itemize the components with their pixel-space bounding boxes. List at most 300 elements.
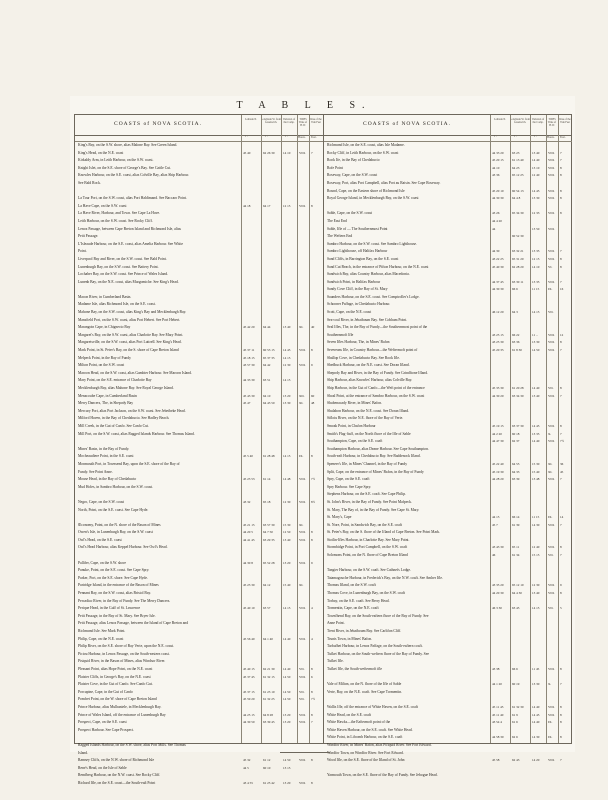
cell-lat: 44 4 20 [492, 218, 502, 223]
cell-var: 15 40 [283, 583, 291, 588]
cell-lon: 66 22 [512, 332, 520, 337]
left-rows [75, 142, 323, 787]
cell-lat: 44 30 20 [492, 393, 504, 398]
table-row [75, 560, 323, 568]
cell-var: 14 48 [283, 477, 291, 482]
cell-tide: VIII. [548, 758, 555, 763]
cell-place: Prince of Wales Island, off the entrance of Lunenburgh Bay [78, 712, 166, 717]
cell-lat: 45 23 30 [243, 583, 255, 588]
table-row [75, 301, 323, 309]
cell-place: Sable, Cape, on the S.W. coast [327, 211, 373, 216]
cell-rise: 8 [311, 666, 313, 671]
cell-tide: VIII. [299, 560, 306, 565]
cell-var: 14 50 [283, 697, 291, 702]
cell-lon: 63 36 [512, 340, 520, 345]
table-row [75, 362, 323, 370]
cell-rise: 8 [560, 712, 562, 717]
cell-lon: 64 33 [512, 469, 520, 474]
cell-place: Tufket Ifle, the South-weftermoft ifle [327, 666, 383, 671]
cell-tide: VIII. [299, 537, 306, 542]
cell-place: Lunenburgh Bay, on the S.W. coast. See Battery Point. [78, 264, 159, 269]
cell-lon: 64 8 28 [263, 712, 273, 717]
cell-var: 14 15 [283, 378, 291, 383]
cell-lon: 64 3 [512, 310, 518, 315]
table-row [324, 757, 572, 765]
cell-place: Margaret's Bay, on the S.W. coast, alias Charlotte Bay. See Mary Point. [78, 332, 184, 337]
cell-rise: 7 [560, 348, 562, 353]
cell-lat: 45 43 30 [243, 393, 255, 398]
cell-place: Rook Ife, in the Bay of Chedabucto [327, 158, 380, 163]
table-row [75, 347, 323, 355]
cell-place: Liverpool Bay and River, on the S.W. coast. See Bald Point. [78, 256, 167, 261]
table-row [324, 157, 572, 165]
cell-place: Knight Islet, on the S.E. shore of George's Bay. See Cattle Cut. [78, 165, 171, 170]
cell-var: 13 30 [532, 340, 540, 345]
cell-rise: 9 [560, 583, 562, 588]
table-row [324, 643, 572, 651]
cell-var: 14 30 [532, 735, 540, 740]
cell-rise: 8 [560, 340, 562, 345]
cell-lat: 44 58 30 [492, 735, 504, 740]
cell-tide: VIII. [299, 780, 306, 785]
table-row [324, 674, 572, 682]
cell-tide: VIII. [299, 150, 306, 155]
cell-rise: 4 [311, 606, 313, 611]
cell-place: Prospect, Cape, on the S.E. coast [78, 720, 127, 725]
cell-tide: VII. [548, 310, 554, 315]
cell-var: 13 20 [283, 560, 291, 565]
cell-var: 12 15 [532, 256, 540, 261]
cell-var: 14 40 [532, 158, 540, 163]
cell-tide: VIII. [548, 704, 555, 709]
cell-rise: 8 [560, 165, 562, 170]
cell-lat: 45 40 15 [243, 666, 255, 671]
table-row [324, 165, 572, 173]
cell-lat: 45 59 20 [243, 697, 255, 702]
cell-lat: 43 57 30 [243, 363, 255, 368]
table-row [75, 765, 323, 773]
cell-lon: 60 19 [512, 682, 520, 687]
cell-var: 11 15 [532, 515, 540, 520]
cell-lat: 45 22 40 [492, 461, 504, 466]
cell-rise: 8 [311, 712, 313, 717]
cell-lat: 45 11 40 [492, 712, 504, 717]
cell-place: Mercury Port, alias Port Jackson, on the S.W. coast. See Jebeibeke Head. [78, 408, 186, 413]
cell-rise: 7½ [311, 477, 316, 482]
cell-place: L'Isleaude Harbour, on the S.E. coast, alias Amelia Harbour. See White [78, 241, 183, 246]
cell-lat: 44 25 15 [243, 712, 255, 717]
cell-rise: 8 [560, 735, 562, 740]
table-row [324, 499, 572, 507]
cell-tide: VIII. [299, 363, 306, 368]
cell-tide: XI. [299, 325, 304, 330]
cell-place: Sandwich Bay, alias Country Harbour, alias Macedonia. [327, 272, 410, 277]
table-row [75, 704, 323, 712]
cell-place: Seal Ifles, The, in the Bay of Fundy—the Southernmost point of the [327, 325, 428, 330]
cell-lat: 45 37 45 [243, 674, 255, 679]
table-row [324, 613, 572, 621]
cell-var: 13 48 [532, 477, 540, 482]
cell-rise: 7 [560, 150, 562, 155]
cell-lat: 43 32 [243, 499, 251, 504]
table-row [75, 453, 323, 461]
cell-place: Owl's Head, on the S.E. coast [78, 537, 122, 542]
cell-place: St. Mary's, Cape [327, 515, 352, 520]
table-row [324, 469, 572, 477]
cell-tide: VIII. [548, 165, 555, 170]
cell-lon: 64 42 [263, 363, 271, 368]
table-row [324, 226, 572, 234]
cell-place: Mecklenburgh Bay, alias Mahone Bay. See Royal George Island. [78, 386, 174, 390]
cell-lat: 45 37 15 [243, 689, 255, 694]
cell-place: Verte, Bay, on the N.E. coaft. See Cape Tormentin. [327, 689, 403, 694]
cell-lon: 65 34 30 [512, 211, 524, 216]
table-row [75, 575, 323, 583]
cell-lon: 65 31 20 [512, 256, 524, 261]
cell-rise: 8 [311, 348, 313, 353]
cell-rise: 7½ [311, 697, 316, 702]
cell-place: Seven Ifles Harbour, The, in Mines' Bafon [327, 340, 390, 345]
cell-rise: 12 [560, 332, 564, 337]
cell-rise: 8 [311, 203, 313, 208]
cell-place: White Head, on the S.E. coaft [327, 712, 372, 717]
cell-lat: 45 56 40 [243, 636, 255, 641]
table-row [324, 279, 572, 287]
cell-place: Tufket Ifle. [327, 659, 344, 664]
lat-units: ° ' [494, 136, 497, 139]
table-row [75, 620, 323, 628]
cell-tide: VIII. [299, 203, 306, 208]
cell-var: 14 50 [283, 689, 291, 694]
table-row [75, 157, 323, 165]
cell-place: Stephens Harbour, on the S.E. coaft. See Cape Philip. [327, 492, 407, 497]
cell-tide: VIII. [299, 606, 306, 611]
var-units: ° ' [534, 136, 537, 139]
table-row [75, 309, 323, 317]
table-row [75, 719, 323, 727]
table-row [75, 150, 323, 158]
cell-place: Thomas Ifland, on the S.W. coaft [327, 583, 376, 588]
cell-var: 14 15 [283, 606, 291, 611]
tide-units: Hours. [298, 136, 306, 139]
cell-lon: 61 32 25 [263, 697, 275, 702]
cell-rise: 45 [560, 469, 564, 474]
cell-rise: 8 [560, 386, 562, 390]
cell-lon: 64 12 [263, 583, 271, 588]
cell-rise: 9 [311, 363, 313, 368]
table-row [75, 317, 323, 325]
cell-place: Mary Point, on the S.E. entrance of Charlotte Bay [78, 378, 152, 383]
cell-place: Tufket Harbour, on the South-weftern fhore of the Bay of Fundy. See [327, 651, 429, 656]
table-row [324, 712, 572, 720]
cell-var: 15 30 [283, 522, 291, 527]
cell-rise: 36 [560, 461, 564, 466]
table-row [75, 324, 323, 332]
cell-place: Kirkaldy Arm, in Leith Harbour, on the S.W. coast. [78, 158, 154, 163]
cell-place: Ship Harbour, alias Knowles' Harbour, alias Colville Bay. [327, 378, 413, 383]
cell-lat: 45 37 11 [243, 348, 255, 353]
cell-lat: 43 22 25 [492, 256, 504, 261]
table-row [75, 271, 323, 279]
cell-lat: 45 20 15 [492, 158, 504, 163]
table-row [75, 233, 323, 241]
table-row [75, 643, 323, 651]
cell-place: King's Head, on the N.E. coast [78, 150, 124, 155]
table-row [75, 165, 323, 173]
coast-header: COASTS of NOVA SCOTIA. [363, 121, 451, 127]
table-row [75, 218, 323, 226]
cell-place: Mill Port, on the S.W. coast, alias Ragged Islands Harbour. See Thomas Island. [78, 431, 195, 436]
cell-place: The East End [327, 218, 347, 223]
table-row [75, 415, 323, 423]
cell-lon: 64 1 40 [263, 636, 273, 641]
cell-lon: 64 7 50 [263, 530, 273, 535]
rise-units: Feet. [311, 136, 317, 139]
table-row [75, 264, 323, 272]
cell-lat: 44 33 20 [492, 150, 504, 155]
cell-rise: 7 [560, 279, 562, 284]
table-row [324, 301, 572, 309]
table-row [75, 294, 323, 302]
cell-place: Wallis Ifle, off the entrance of White Haven, on the S.E. coaft [327, 704, 419, 709]
cell-rise: 8 [560, 666, 562, 671]
cell-var: 14 40 [532, 720, 540, 725]
units-row [324, 135, 572, 142]
cell-place: Lochaber Bay, on the S.W. coast. See Prince of Wales Island. [78, 272, 169, 277]
cell-lat: 45 11 45 [492, 704, 504, 709]
table-row [75, 469, 323, 477]
tide-header: TIDES Time of H.W. [547, 118, 557, 127]
table-row [324, 347, 572, 355]
cell-rise: 7 [560, 249, 562, 254]
cell-place: Severeans Ifle, in Country Harbour—the Weftermoft point of [327, 348, 418, 353]
cell-lat: 44 2 20 [492, 431, 502, 436]
cell-place: Sea-coal River, in Jebaiboum Bay. See Cobham Point. [327, 317, 408, 322]
cell-rise: 7½ [560, 439, 565, 444]
cell-var: 13 35 [532, 431, 540, 436]
cell-rise: 7 [560, 758, 562, 763]
table-row [324, 598, 572, 606]
longitude-header: Longitude W. from Greenwich. [261, 118, 281, 124]
cell-lon: 64 44 [263, 325, 271, 330]
table-row [324, 271, 572, 279]
cell-tide: VIII. [548, 666, 555, 671]
cell-lat: 45 58 [492, 758, 500, 763]
table-row [324, 529, 572, 537]
cell-var: 14 15 [532, 606, 540, 611]
cell-tide: VIII. [299, 348, 306, 353]
cell-var: 14 45 [532, 423, 540, 428]
table-row [324, 233, 572, 241]
table-row [75, 750, 323, 758]
table-row [324, 590, 572, 598]
tide-header: TIDES Time of H.W. [298, 118, 308, 127]
cell-lat: 44 30 30 [492, 196, 504, 201]
cell-tide: VIII. [548, 439, 555, 444]
cell-rise: 8 [311, 689, 313, 694]
cell-lon: 64 10 [263, 393, 271, 398]
cell-var: 15 30 [532, 461, 540, 466]
cell-lon: 61 20 28 [512, 386, 524, 390]
cell-tide: VII. [548, 606, 554, 611]
cell-lon: 62 43 [512, 758, 520, 763]
cell-var: 13 15 [283, 765, 291, 770]
cell-lat: 44 47 30 [492, 439, 504, 444]
longitude-header: Longitude W. from Greenwich. [510, 118, 530, 124]
cell-lat: 43 25 15 [492, 332, 504, 337]
cell-place: Shubenacady River, in Mines' Bafon. [327, 401, 382, 406]
cell-place: Lunenb Bay, on the N.E. coast, alias Murgomiche. See King's Head. [78, 279, 179, 284]
cell-place: Southampton, Cape, on the S.E. coaft [327, 439, 383, 444]
cell-tide: IX. [299, 454, 304, 459]
cell-tide: VIII. [548, 348, 555, 353]
cell-place: Œconomy, Point, on the N. shore of the Bason of Mines [78, 522, 161, 527]
table-row [324, 658, 572, 666]
cell-rise: 8 [560, 173, 562, 178]
cell-tide: VIII. [548, 279, 555, 284]
cell-lon: 60 10 [263, 765, 271, 770]
cell-lon: 64 23 [512, 165, 520, 170]
cell-place: Prince Harbour, alias Mulhaniele, in Mecklenburgh Bay. [78, 704, 162, 709]
table-row [75, 613, 323, 621]
table-row [324, 620, 572, 628]
cell-place: Roseway, Cape, on the S.W. coast [327, 173, 378, 178]
cell-tide: VIII. [548, 226, 555, 231]
rise-units: Feet. [560, 136, 566, 139]
cell-lat: 44 [492, 226, 496, 231]
table-row [324, 689, 572, 697]
table-row [324, 385, 572, 393]
cell-place: Wood Ifle, on the S.E. fhore of the Ifland of St. John [327, 758, 405, 763]
cell-lat: 44 41 45 [243, 537, 255, 542]
cell-var: 13 40 [283, 537, 291, 542]
cell-rise: 8 [311, 780, 313, 785]
table-row [75, 507, 323, 515]
table-row [75, 552, 323, 560]
table-row [324, 537, 572, 545]
cell-place: Percadiac River, in the Bay of Fundy. See The Merry Dancers. [78, 598, 171, 603]
table-row [75, 188, 323, 196]
cell-var: 11 .. [532, 332, 538, 337]
table-row [75, 689, 323, 697]
cell-tide: VII. [299, 666, 305, 671]
cell-lat: 44 30 [492, 249, 500, 254]
cell-place: Negro, Cape, on the S.W. coast [78, 499, 125, 504]
table-row [324, 742, 572, 750]
cell-lon: 63 34 30 [512, 393, 524, 398]
table-row [324, 264, 572, 272]
cell-tide: XI. [548, 461, 553, 466]
table-row [324, 210, 572, 218]
cell-lon: 65 12 25 [512, 173, 524, 178]
cell-var: 14 50 [532, 348, 540, 353]
cell-place: Rofe Point [327, 165, 343, 170]
table-row [324, 507, 572, 515]
cell-place: Pallifer, Cape, on the S.W. shore [78, 560, 126, 565]
cell-place: Plaister Cove, in the Gut of Canfo. See Canfo Gut. [78, 682, 153, 687]
table-row [324, 415, 572, 423]
cell-lat: 45 20 10 [492, 188, 504, 193]
cell-lon: 64 43 50 [263, 401, 275, 406]
table-row [75, 461, 323, 469]
lat-units: ° ' [245, 136, 248, 139]
cell-lon: 64 55 [512, 461, 520, 466]
cell-rise: 7 [560, 553, 562, 558]
cell-var: 12 50 [283, 530, 291, 535]
cell-place: South-eaft Harbour, in Chedabucto Bay. See Baddenock Ifland. [327, 454, 421, 459]
cell-place: Sandwich Point, in Halifax Harbour [327, 279, 381, 284]
page-title: T A B L E S. [236, 100, 372, 111]
cell-place: Perique Head, in the Gulf of St. Lawrence [78, 606, 141, 611]
right-header [324, 115, 572, 136]
table-row [324, 324, 572, 332]
cell-lat: 45 18 15 [243, 355, 255, 360]
cell-lat: 45 23 53 [243, 477, 255, 482]
cell-place: Roseway, Port, alias Port Campbell, alias Port au Raisin. See Cape Roseway. [327, 180, 441, 185]
cell-place: Tatamagouche Harbour, in Frederick's Bay, on the N.W. coaft. See Amher Ifle. [327, 575, 443, 580]
lon-units: ° ' [265, 136, 268, 139]
table-row [75, 172, 323, 180]
cell-tide: IX. [548, 735, 553, 740]
cell-place: Pleasant Point, alias Hope Point, on the N.E. coast [78, 666, 153, 671]
cell-var: 13 40 [532, 591, 540, 596]
table-row [324, 628, 572, 636]
cell-lat: 45 40 30 [492, 264, 504, 269]
cell-rise: 8 [560, 188, 562, 193]
table-row [75, 142, 323, 150]
cell-var: 13 30 [283, 401, 291, 406]
table-row [324, 294, 572, 302]
table-row [75, 499, 323, 507]
cell-rise: 7 [560, 158, 562, 163]
cell-lon: 60 53 15 [263, 348, 275, 353]
table-row [75, 529, 323, 537]
cell-rise: 8 [560, 264, 562, 269]
cell-tide: VIII. [548, 712, 555, 717]
table-row [324, 370, 572, 378]
cell-place: Shedbuck Harbour, on the N.E. coast. See Doran Ifland. [327, 363, 410, 368]
cell-place: Island. [78, 750, 88, 755]
cell-tide: IX. [548, 515, 553, 520]
cell-var: 13 10 [532, 165, 540, 170]
cell-place: Milton Point, on the S.W. coast [78, 363, 125, 368]
units-row [75, 135, 323, 142]
cell-var: 13 35 [532, 249, 540, 254]
cell-var: 14 20 [532, 758, 540, 763]
table-row [75, 598, 323, 606]
cell-lat: 43 43 30 [492, 545, 504, 550]
cell-place: Petit Passage, in the Bay of St. Mary. See Bryer Isle. [78, 613, 156, 618]
cell-place: Madame Isle, alias Richmond Isle, on the S.E. coast. [78, 302, 156, 307]
table-row [324, 423, 572, 431]
table-row [75, 628, 323, 636]
cell-var: 13 50 [532, 226, 540, 231]
cell-place: Sifloiu River, on the N.E. fhore of the Bay of Verte. [327, 416, 404, 421]
cell-place: Mines' Basin, in the Bay of Fundy. [78, 446, 130, 451]
cell-var: 12 33 [532, 211, 540, 216]
cell-var: 12 40 [532, 173, 540, 178]
table-row [324, 734, 572, 742]
table-row [324, 172, 572, 180]
cell-lon: 63 57 30 [263, 522, 275, 527]
table-row [324, 544, 572, 552]
cell-place: Trent River, in Jebaiboum Bay. See Carlifon Cliff. [327, 629, 402, 633]
cell-place: Menacoube Cape, in Cumberland Basin [78, 393, 137, 398]
cell-place: Plaister Cliffs, in George's Bay, on the N.E. coast [78, 674, 151, 679]
cell-place: Round, Cape, on the Eastern shore of Richmond Isle [327, 188, 405, 193]
cell-var: 14 15 [532, 310, 540, 315]
cell-lon: 63 45 [512, 606, 520, 611]
